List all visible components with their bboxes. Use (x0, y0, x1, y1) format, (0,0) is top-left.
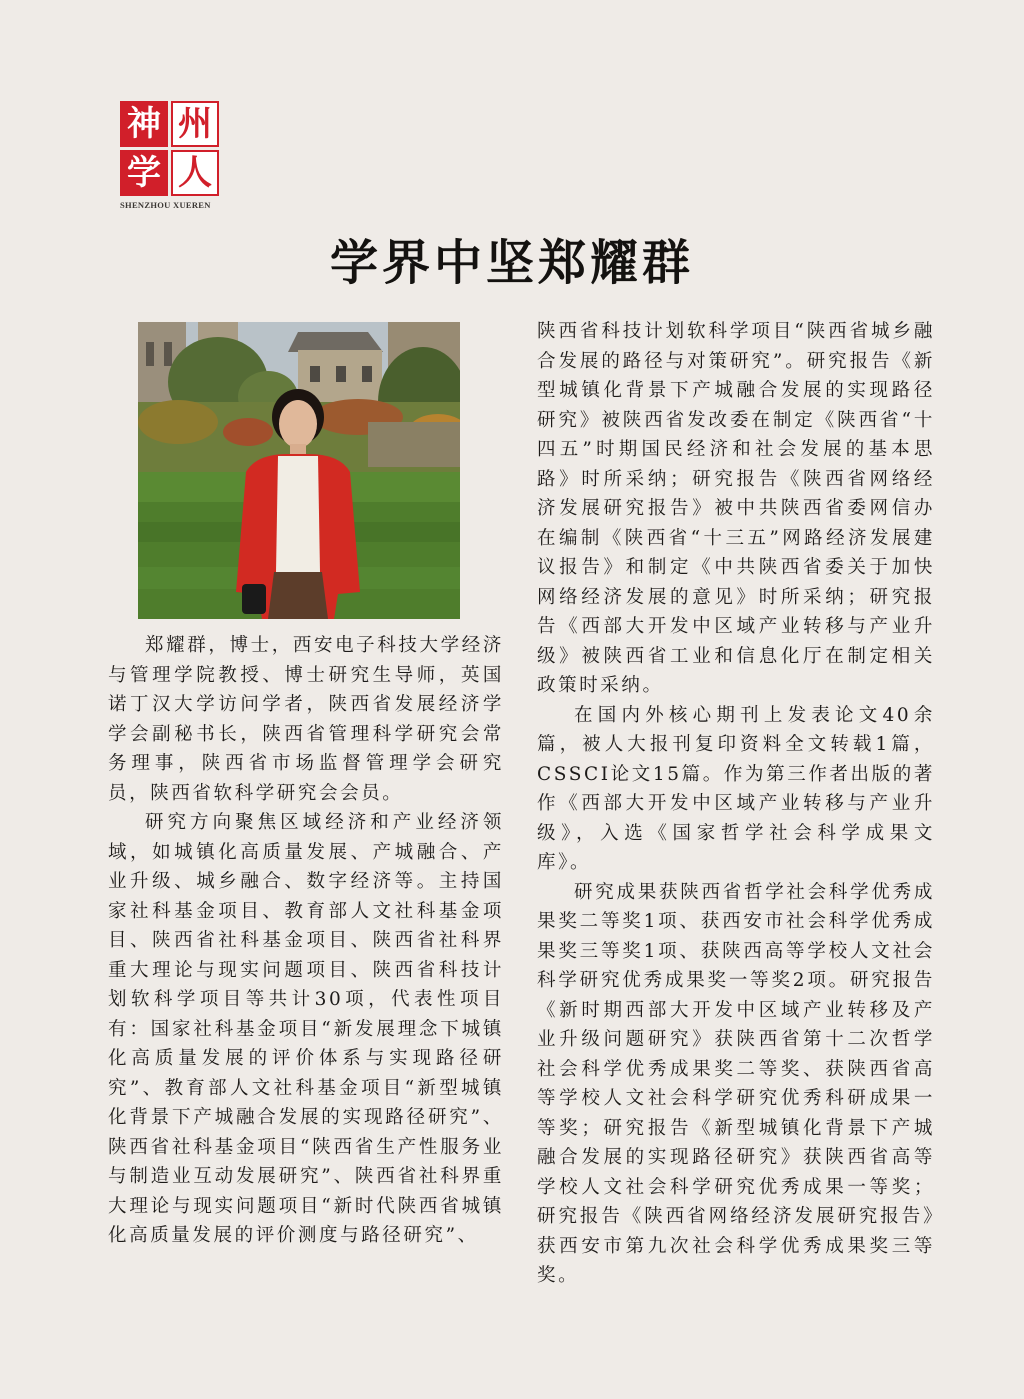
logo-char-zhou: 州 (171, 101, 219, 147)
logo-subtitle: SHENZHOU XUEREN (120, 200, 211, 210)
publications-paragraph: 在国内外核心期刊上发表论文40余篇，被人大报刊复印资料全文转载1篇，CSSCI论文15篇。作为第三作者出版的著作《西部大开发中区域产业转移与产业升级》，入选《国家哲学社会科学成果文库》。 (537, 704, 935, 873)
right-column (537, 317, 935, 1291)
left-column (108, 631, 504, 1251)
logo-grid (120, 101, 220, 196)
portrait-illustration (138, 322, 460, 619)
bio-paragraph: 郑耀群，博士，西安电子科技大学经济与管理学院教授、博士研究生导师，英国诺丁汉大学访问学者，陕西省发展经济学学会副秘书长，陕西省管理科学研究会常务理事，陕西省市场监督管理学会研究员，陕西省软科学研究会会员。 (108, 635, 504, 804)
magazine-logo (120, 101, 220, 210)
research-paragraph: 研究方向聚焦区域经济和产业经济领域，如城镇化高质量发展、产城融合、产业升级、城乡融合、数字经济等。主持国家社科基金项目、教育部人文社科基金项目、陕西省社科基金项目、陕西省社科界重大理论与现实问题项目、陕西省科技计划软科学项目等共计30项，代表性项目有：国家社科基金项目“新发展理念下城镇化高质量发展的评价体系与实现路径研究”、教育部人文社科基金项目“新型城镇化背景下产城融合发展的实现路径研究”、陕西省社科基金项目“陕西省生产性服务业与制造业互动发展研究”、陕西省社科界重大理论与现实问题项目“新时代陕西省城镇化高质量发展的评价测度与路径研究”、 (108, 812, 504, 1246)
logo-char-ren: 人 (171, 150, 219, 196)
article-title: 学界中坚郑耀群 (329, 235, 694, 291)
portrait-photo (138, 322, 460, 619)
logo-char-shen: 神 (120, 101, 168, 147)
logo-char-xue: 学 (120, 150, 168, 196)
awards-paragraph: 研究成果获陕西省哲学社会科学优秀成果奖二等奖1项、获西安市社会科学优秀成果奖三等奖1项、获陕西高等学校人文社会科学研究优秀成果奖一等奖2项。研究报告《新时期西部大开发中区域产业转移及产业升级问题研究》获陕西省第十二次哲学社会科学优秀成果奖二等奖、获陕西省高等学校人文社会科学研究优秀科研成果一等奖；研究报告《新型城镇化背景下产城融合发展的实现路径研究》获陕西省高等学校人文社会科学研究优秀成果一等奖；研究报告《陕西省网络经济发展研究报告》获西安市第九次社会科学优秀成果奖三等奖。 (537, 881, 935, 1286)
research-paragraph-continued: 陕西省科技计划软科学项目“陕西省城乡融合发展的路径与对策研究”。研究报告《新型城镇化背景下产城融合发展的实现路径研究》被陕西省发改委在制定《陕西省“十四五”时期国民经济和社会发展的基本思路》时所采纳；研究报告《陕西省网络经济发展研究报告》被中共陕西省委网信办在编制《陕西省“十三五”网路经济发展建议报告》和制定《中共陕西省委关于加快网络经济发展的意见》时所采纳；研究报告《西部大开发中区域产业转移与产业升级》被陕西省工业和信息化厅在制定相关政策时采纳。 (537, 321, 935, 696)
